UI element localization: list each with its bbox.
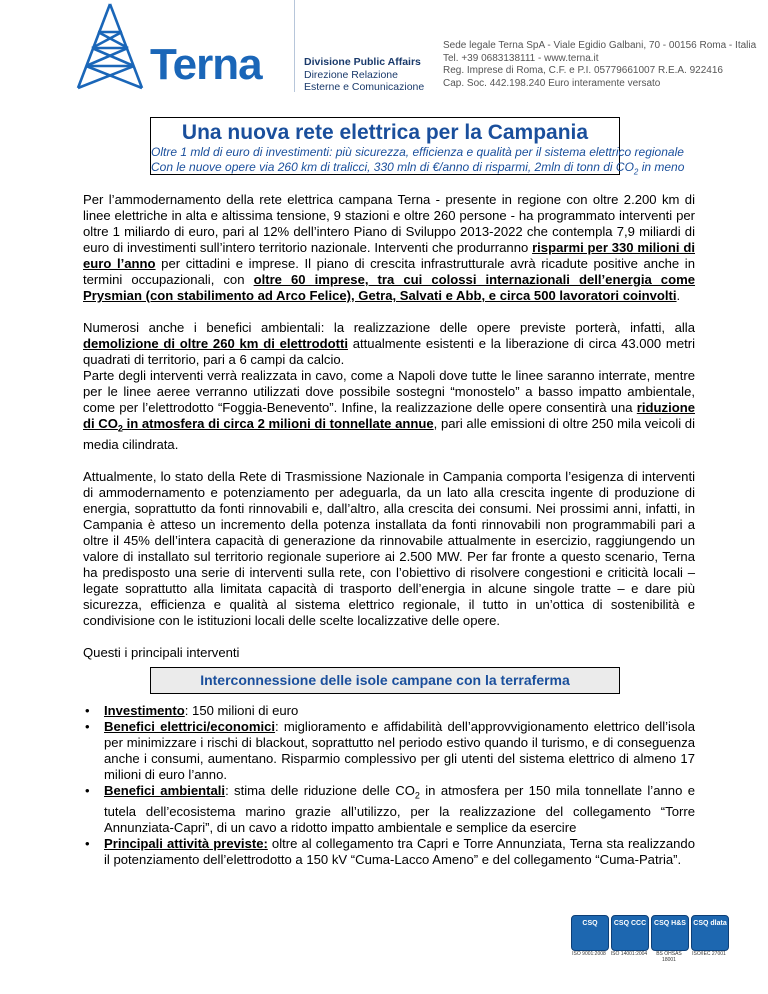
bullet-list [83,703,695,868]
list-item [83,703,695,719]
subtitle-2-text: Con le nuove opere via 260 km di tralicci, 330 mln di €/anno di risparmi, 2mln di tonn di CO [151,160,634,174]
p1-highlight-companies: oltre 60 imprese, tra cui colossi internazionali dell’energia come Prysmian (con stabilimento ad Arco Felice), Getra, Salvati e Abb, e circa 500 lavoratori coinvolti [83,272,696,303]
cert-caption: BS OHSAS 18001 [656,951,682,963]
section-heading: Interconnessione delle isole campane con la terraferma [150,667,620,694]
division-line-1: Divisione Public Affairs [304,56,421,68]
p3-co2-a: riduzione di CO [83,400,695,431]
cert-label: CSQ dlata [693,920,727,927]
certification-logo-iso14001 [611,915,649,951]
p1-text-e: . [676,288,681,303]
p2-highlight-demolition: demolizione di oltre 260 km di elettrodotti [83,336,348,351]
cert-caption: ISO 14001:2004 [610,951,648,957]
bullet-icon: • [85,719,90,734]
subtitle-2-end: in meno [638,160,685,174]
header-divider [294,0,295,92]
subtitle-1: Oltre 1 mld di euro di investimenti: più sicurezza, efficienza e qualità per il sistema elettrico regionale [151,145,684,159]
bullet-text: oltre al collegamento tra Capri e Torre Annunziata, Terna sta realizzando il potenziamento dell’elettrodotto a 150 kV “Cuma-Lacco Ameno” e del collegamento “Cuma-Patria”. [104,835,695,867]
paragraph-4: Attualmente, lo stato della Rete di Trasmissione Nazionale in Campania comporta l’esigenza di interventi di ammodernamento e potenziamento per adeguarla, da un lato alla crescita ingente di produzione di energia, soprattutto da fonti rinnovabili e, dall’altro, alla crescita dei consumi. Nei prossimi anni, infatti, in Campania è atteso un incremento della potenza installata da fonti rinnovabili non programmabili pari a oltre il 45% dell’intera capacità di generazione da rinnovabile attualmente in esercizio, raggiungendo un valore di installato sul territorio regionale superiore ai 2.500 MW. Per far fronte a questo scenario, Terna ha predisposto una serie di interventi sulla rete, con l’obiettivo di risolvere congestioni e criticità locali – legate soprattutto alla limitata capacità di trasporto dell’energia in alcune singole tratte – e dare più sicurezza, efficienza e qualità al sistema elettrico regionale, il tutto in un’ottica di sostenibilità e condivisione con le istituzioni locali delle scelte localizzative delle opere. [83,468,695,628]
legal-line-1: Sede legale Terna SpA - Viale Egidio Galbani, 70 - 00156 Roma - Italia [443,40,757,51]
paragraph-2 [83,320,695,368]
list-item [83,836,695,868]
division-line-3: Esterne e Comunicazione [304,81,425,93]
certification-logo-iso27001 [691,915,729,951]
title-box [150,117,685,177]
p3-text-a: Parte degli interventi verrà realizzata in cavo, come a Napoli dove tutte le linee saranno interrate, mentre per le linee aeree verranno utilizzati dove possibile sostegni “monostelo” a basso impatto ambientale, come per l’elettrodotto “Foggia-Benevento”. Infine, la realizzazione delle opere consentirà una [83,368,695,415]
cert-caption: ISO/IEC 27001 [692,951,726,957]
bullet-label: Principali attività previste: [104,835,268,851]
cert-label: CSQ H&S [654,920,686,927]
p1-text-a: Per l’ammodernamento della rete elettrica campana Terna - presente in regione con oltre 2.200 km di linee elettriche in alta e altissima tensione, 9 stazioni e oltre 260 persone - ha programmato interventi per oltre 1 miliardo di euro, pari al 12% dell’intero Piano di Sviluppo 2013-2022 che contempla 7,9 miliardi di euro di investimenti sull’intero territorio nazionale. Interventi che produrranno [83,192,695,255]
bullet-icon: • [85,783,90,798]
cert-label: CSQ CCC [613,920,647,927]
pylon-logo-icon [68,0,152,92]
bullet-icon: • [85,703,90,718]
paragraph-3 [83,368,695,453]
division-line-2: Direzione Relazione [304,68,398,81]
bullet-text-end: in atmosfera per 150 mila tonnellate l’anno e tutela dell’ecosistema marino grazie all’utilizzo, per la realizzazione del collegamento “Torre Annunziata-Capri”, di un cavo a ridotto impatto ambientale e semplice da esercire [104,783,695,835]
list-item [83,719,695,783]
p1-highlight-savings: risparmi per 330 milioni di euro l’anno [83,240,695,271]
legal-line-2: Tel. +39 0683138111 - www.terna.it [443,52,599,64]
cert-caption: ISO 9001:2008 [572,951,606,957]
p2-text-a: Numerosi anche i benefici ambientali: la realizzazione delle opere previste porterà, infatti, alla [83,320,695,335]
bullet-icon: • [85,835,90,851]
paragraph-5: Questi i principali interventi [83,644,240,660]
cert-label: CSQ [582,920,598,927]
bullet-label: Investimento [104,703,185,718]
p3-co2-b: in atmosfera di circa 2 milioni di tonnellate annue [122,416,434,431]
list-item [83,783,695,836]
p1-text-c: per cittadini e imprese. Il piano di crescita infrastrutturale avrà ricadute positive anche in termini occupazionali, con [83,256,695,287]
subtitle-2-sub: 2 [633,167,639,177]
certification-logo-ohsas [651,915,689,951]
bullet-sub: 2 [414,790,420,801]
logo-wordmark: Terna [150,40,262,89]
division-block [304,56,424,94]
p3-co2-sub: 2 [117,423,123,434]
legal-line-3: Reg. Imprese di Roma, C.F. e P.I. 05779661007 R.E.A. 922416 [443,65,723,76]
terna-logo [68,0,278,92]
bullet-text: : miglioramento e affidabilità dell’approvvigionamento elettrico dell’isola per minimizzare i rischi di blackout, soprattutto nel periodo estivo quando il turismo, e di conseguenza anche i consumi, aumentano. Risparmio complessivo per gli utenti del sistema elettrico di almeno 17 milioni di euro l’anno. [104,719,695,782]
p3-text-c: , pari alle emissioni di oltre 250 mila veicoli di media cilindrata. [83,416,695,452]
bullet-text: : stima delle riduzione delle CO [225,783,415,798]
bullet-text: : 150 milioni di euro [184,703,299,718]
page-title: Una nuova rete elettrica per la Campania [181,121,589,144]
article-body [83,192,695,677]
subtitle-2 [151,160,685,179]
legal-info [443,40,756,90]
certification-logo-iso9001 [571,915,609,951]
bullet-label: Benefici elettrici/economici [104,719,276,734]
p2-text-c: attualmente esistenti e la liberazione di circa 43.000 metri quadrati di territorio, pari a 6 campi da calcio. [83,336,696,367]
paragraph-1 [83,192,695,304]
legal-line-4: Cap. Soc. 442.198.240 Euro interamente versato [443,77,661,89]
bullet-label: Benefici ambientali [104,783,226,798]
